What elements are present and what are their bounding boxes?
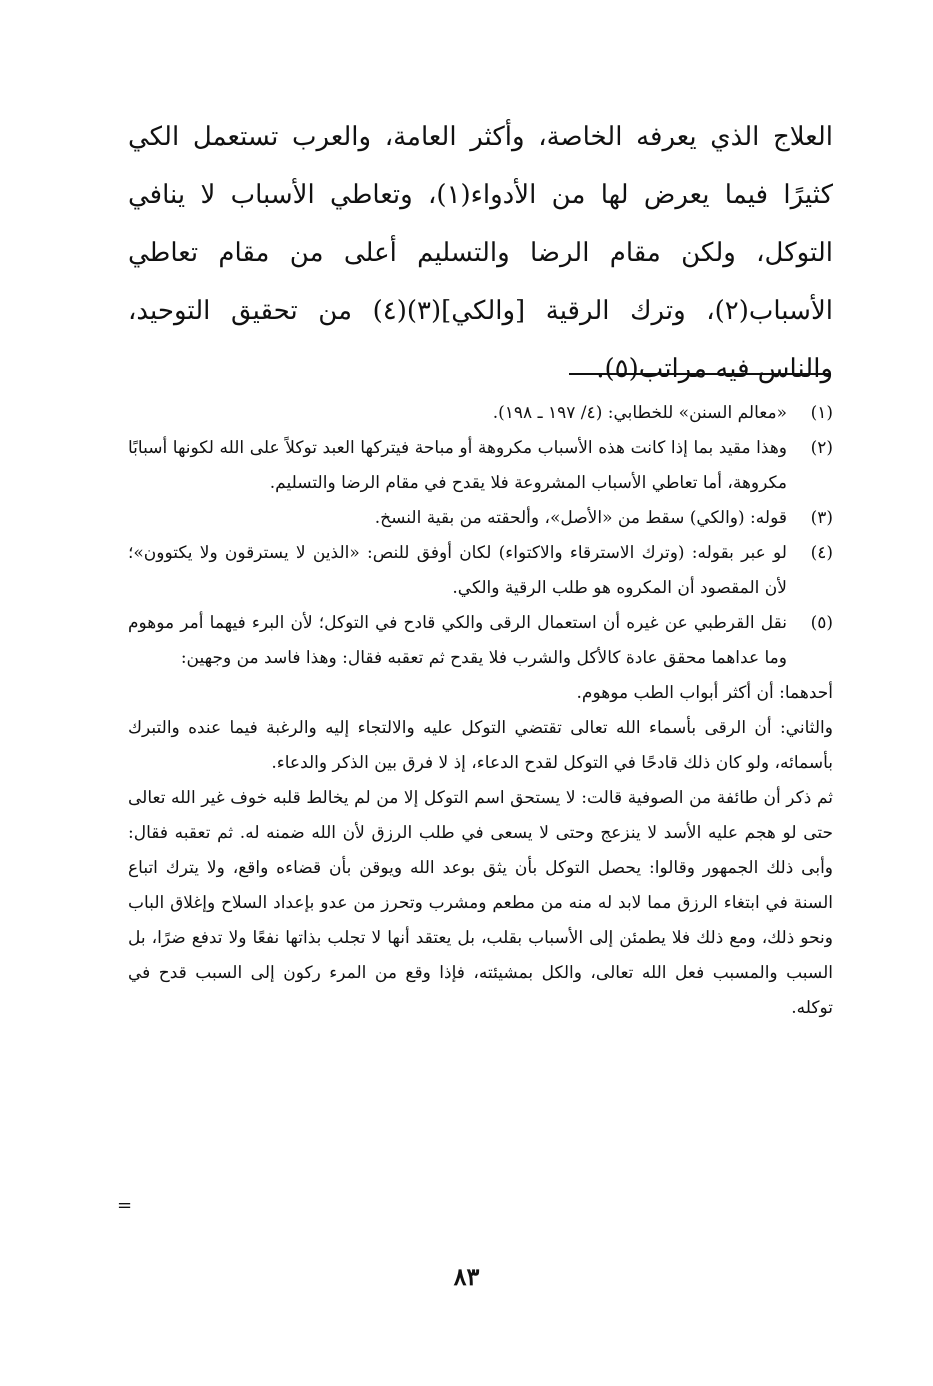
- footnote-3: [128, 501, 833, 536]
- footnote-paragraph: والثاني: أن الرقى بأسماء الله تعالى تقتضي التوكل عليه والالتجاء إليه والرغبة فيما عنده والتبرك بأسمائه، ولو كان ذلك قادحًا في التوكل لقدح الدعاء، إذ لا فرق بين الذكر والدعاء.: [128, 718, 833, 773]
- footnote-number: (١): [810, 403, 833, 423]
- main-paragraph: العلاج الذي يعرفه الخاصة، وأكثر العامة، والعرب تستعمل الكي كثيرًا فيما يعرض لها من الأدواء(١)، وتعاطي الأسباب لا ينافي التوكل، ولكن مقام الرضا والتسليم أعلى من مقام تعاطي الأسباب(٢)، وترك الرقية [والكي](٣)(٤) من تحقيق التوحيد، والناس فيه مراتب(٥).: [128, 122, 834, 384]
- footnote-paragraph: أحدهما: أن أكثر أبواب الطب موهوم.: [576, 683, 833, 703]
- footnote-1: [128, 396, 833, 431]
- footnote-text: لو عبر بقوله: (وترك الاسترقاء والاكتواء) لكان أوفق للنص: «الذين لا يسترقون ولا يكتوون»؛ لأن المقصود أن المكروه هو طلب الرقية والكي.: [128, 543, 787, 598]
- footnote-4: [128, 536, 833, 606]
- page-number: ٨٣: [453, 1262, 480, 1291]
- continuation-mark: =: [117, 1195, 133, 1216]
- footnote-text: قوله: (والكي) سقط من «الأصل»، وألحقته من بقية النسخ.: [374, 508, 787, 528]
- footnote-separator: [569, 373, 831, 375]
- footnote-5-continuation: [128, 676, 833, 1026]
- footnote-paragraph: ثم ذكر أن طائفة من الصوفية قالت: لا يستحق اسم التوكل إلا من لم يخالط قلبه خوف غير الله تعالى حتى لو هجم عليه الأسد لا ينزعج وحتى لا يسعى في طلب الرزق لأن الله ضمنه له. ثم تعقبه فقال: وأبى ذلك الجمهور وقالوا: يحصل التوكل بأن يثق بوعد الله ويوقن بأن قضاءه واقع، ولا يترك اتباع السنة في ابتغاء الرزق مما لابد له منه من مطعم ومشرب وتحرز من عدو بإعداد السلاح وإغلاق الباب ونحو ذلك، ومع ذلك فلا يطمئن إلى الأسباب بقلب، بل يعتقد أنها لا تجلب بذاتها نفعًا ولا تدفع ضرًا، بل السبب والمسبب فعل الله تعالى، والكل بمشيئته، فإذا وقع من المرء ركون إلى السبب قدح في توكله.: [128, 788, 833, 1018]
- footnote-2: [128, 431, 833, 501]
- footnote-text: وهذا مقيد بما إذا كانت هذه الأسباب مكروهة أو مباحة فيتركها العبد توكلاً على الله لكونها أسبابًا مكروهة، أما تعاطي الأسباب المشروعة فلا يقدح في مقام الرضا والتسليم.: [128, 438, 787, 493]
- footnotes-block: [128, 396, 833, 1026]
- main-text-block: [128, 108, 833, 398]
- footnote-5: [128, 606, 833, 676]
- footnote-number: (٤): [810, 543, 833, 563]
- footnote-number: (٢): [810, 438, 833, 458]
- footnote-text: «معالم السنن» للخطابي: (٤/ ١٩٧ ـ ١٩٨).: [492, 403, 787, 423]
- footnote-number: (٥): [810, 613, 833, 633]
- footnote-text: نقل القرطبي عن غيره أن استعمال الرقى والكي قادح في التوكل؛ لأن البرء فيهما أمر موهوم وما عداهما محقق عادة كالأكل والشرب فلا يقدح ثم تعقبه فقال: وهذا فاسد من وجهين:: [128, 613, 787, 668]
- footnote-number: (٣): [810, 508, 833, 528]
